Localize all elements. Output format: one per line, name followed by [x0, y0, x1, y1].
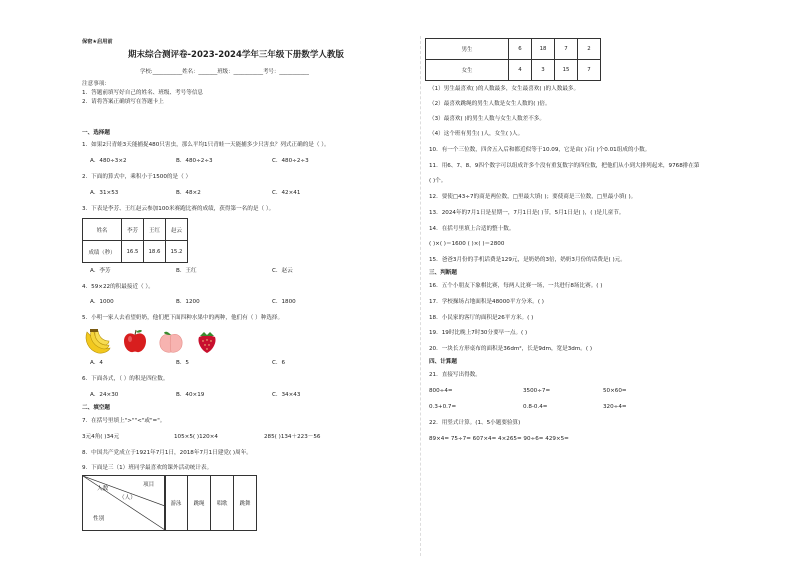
table-cell: 15.2 [166, 241, 188, 263]
table-header-cell: 姓名 [83, 219, 122, 241]
option-b: B．48×2 [176, 190, 201, 196]
calc-item: 3500÷7= [523, 388, 551, 394]
question-text: 15．爸爸3月份的手机话费是129元，是奶奶的3倍，奶奶3月份的话费是( )元。 [429, 257, 626, 263]
question-text: 3．下表是李芳、王红赵云参加100米赛跑比赛的成绩，获得第一名的是（ ）。 [82, 206, 275, 212]
calc-item: 320÷4= [603, 404, 627, 410]
option-b: B．5 [176, 360, 189, 366]
question-text: 10．有一个三位数，四舍五入后和都近似等于10.09，它是由( )百( )个0.01组成的小数。 [429, 147, 651, 153]
table-header-cell: 李芳 [122, 219, 144, 241]
student-info-fields: 学校:___________姓名：_______班级：___________考号：___________ [140, 69, 309, 75]
activity-table-header [82, 475, 322, 531]
compare-item: 105×5( )120×4 [174, 434, 218, 440]
strawberry-icon [196, 330, 218, 354]
activity-header: 游泳 [165, 476, 188, 531]
option-a: A．4 [90, 360, 103, 366]
table-cell: 成绩（秒） [83, 241, 122, 263]
table-cell: 4 [509, 60, 532, 81]
activity-header: 唱歌 [211, 476, 234, 531]
table-cell: 18 [532, 39, 555, 60]
secret-label: 保密★启用前 [82, 39, 113, 45]
judge-item: 17．学校操场占地面积是48000平方分米。( ) [429, 299, 544, 305]
corner-label-unit: （人） [119, 495, 136, 501]
sub-question: （2）最喜欢跳绳的男生人数是女生人数的( )倍。 [429, 101, 551, 107]
option-c: C．42×41 [272, 190, 301, 196]
question-text: 6．下面各式，（ ）的积是四位数。 [82, 376, 169, 382]
calc-item: 800÷4= [429, 388, 453, 394]
race-results-table [82, 218, 188, 263]
option-b: B．1200 [176, 299, 200, 305]
corner-label-count: 人数 [97, 486, 109, 492]
section-heading: 三、判断题 [429, 270, 457, 276]
option-b: B．480÷2÷3 [176, 158, 213, 164]
question-text: 22．用竖式计算。(1、5小题要验算) [429, 420, 521, 426]
corner-label-gender: 性别 [93, 516, 105, 522]
question-text: 13．2024年的7月1日是星期一，7月1日是( )节，5月1日是( )，( )是儿童节。 [429, 210, 625, 216]
question-text: 2．下面的算式中，乘积小于1500的是（ ） [82, 174, 192, 180]
question-text: 21．直接写出得数。 [429, 372, 481, 378]
table-cell: 3 [532, 60, 555, 81]
compare-item: 285( )134＋223－56 [264, 434, 321, 440]
option-c: C．34×43 [272, 392, 301, 398]
section-heading: 二、填空题 [82, 405, 110, 411]
table-cell: 7 [578, 60, 601, 81]
judge-item: 19．19时比晚上7时30分要早一点。( ) [429, 330, 528, 336]
sub-question: （1）男生最喜欢( )的人数最多，女生最喜欢( )的人数最多。 [429, 86, 580, 92]
vertical-calc-row: 89×4= 75÷7= 607×4= 4×265= 90÷6= 429×5= [429, 436, 569, 442]
column-divider [420, 36, 421, 556]
question-text: 12．要使□43÷7的商是两位数，□里最大填( )；要使商是三位数，□里最小填( )。 [429, 194, 637, 200]
note-item: 2．请将答案正确填写在答题卡上 [82, 99, 164, 105]
table-cell: 2 [578, 39, 601, 60]
table-header-cell: 赵云 [166, 219, 188, 241]
question-text: 7．在括号里填上">""<"或"="。 [82, 418, 166, 424]
banana-icon [82, 328, 112, 356]
question-text: ( )×( )＝1600 ( )×( )＝2800 [429, 241, 505, 247]
calc-item: 0.3+0.7= [429, 404, 457, 410]
option-c: C．6 [272, 360, 286, 366]
sub-question: （4）这个班有男生( )人，女生( )人。 [429, 131, 524, 137]
calc-item: 50×60= [603, 388, 627, 394]
activity-header: 跳绳 [188, 476, 211, 531]
sub-question: （3）最喜欢( )的男生人数与女生人数差不多。 [429, 116, 545, 122]
row-label: 男生 [426, 39, 509, 60]
activity-header: 跳舞 [234, 476, 257, 531]
question-text: 9．下面是三（1）班同学最喜欢的课外活动统计表。 [82, 465, 213, 471]
question-text: 1．如果2只青蛙3天能捕捉480只害虫，那么平均1只青蛙一天能捕多少只害虫？列式正确的是（ ）。 [82, 142, 330, 148]
option-b: B．40×19 [176, 392, 205, 398]
option-c: C．480÷2÷3 [272, 158, 309, 164]
note-item: 1．答题前填写好自己的姓名、班级、考号等信息 [82, 90, 204, 96]
option-c: C．1800 [272, 299, 296, 305]
option-a: A．480÷3×2 [90, 158, 127, 164]
apple-icon [123, 328, 147, 354]
table-cell: 6 [509, 39, 532, 60]
table-cell: 7 [555, 39, 578, 60]
question-text: 5．小明一家人去看望奶奶，他们把下面四种水果中的两种，他们有（ ）种选择。 [82, 315, 284, 321]
section-heading: 一、选择题 [82, 130, 110, 136]
option-a: A．24×30 [90, 392, 119, 398]
row-label: 女生 [426, 60, 509, 81]
option-a: A．李芳 [90, 268, 111, 274]
option-b: B．王红 [176, 268, 197, 274]
option-a: A．1000 [90, 299, 114, 305]
judge-item: 20．一块长方形桌布的面积是36dm²，长是9dm，宽是3dm。( ) [429, 346, 593, 352]
question-text: ( )个。 [429, 178, 447, 184]
notes-heading: 注意事项： [82, 81, 110, 87]
judge-item: 18．小民家的客厅的面积是26平方米。( ) [429, 315, 534, 321]
judge-item: 16．五个小朋友下象棋比赛，每两人比赛一场，一共进行8场比赛。( ) [429, 283, 603, 289]
exam-title: 期末综合测评卷-2023-2024学年三年级下册数学人教版 [128, 50, 344, 60]
corner-cell [82, 475, 166, 531]
question-text: 11．用6、7、8、9四个数字可以组成许多个没有重复数字的四位数，把他们从小到大排列起来，9768排在第 [429, 163, 700, 169]
activity-header-row [164, 475, 257, 531]
table-header-cell: 王红 [144, 219, 166, 241]
question-text: 4．59×22的积最接近（ ）。 [82, 284, 154, 290]
table-cell: 16.5 [122, 241, 144, 263]
activity-data-table [425, 38, 601, 81]
question-text: 8．中国共产党成立于1921年7月1日，2018年7月1日建党( )周年。 [82, 450, 252, 456]
option-a: A．31×53 [90, 190, 119, 196]
corner-label-item: 项目 [143, 482, 155, 488]
section-heading: 四、计算题 [429, 359, 457, 365]
peach-icon [158, 330, 184, 354]
table-cell: 15 [555, 60, 578, 81]
calc-item: 0.8-0.4= [523, 404, 548, 410]
question-text: 14．在括号里填上合适的整十数。 [429, 226, 515, 232]
table-cell: 18.6 [144, 241, 166, 263]
option-c: C．赵云 [272, 268, 293, 274]
compare-item: 3元4角( )34元 [82, 434, 120, 440]
